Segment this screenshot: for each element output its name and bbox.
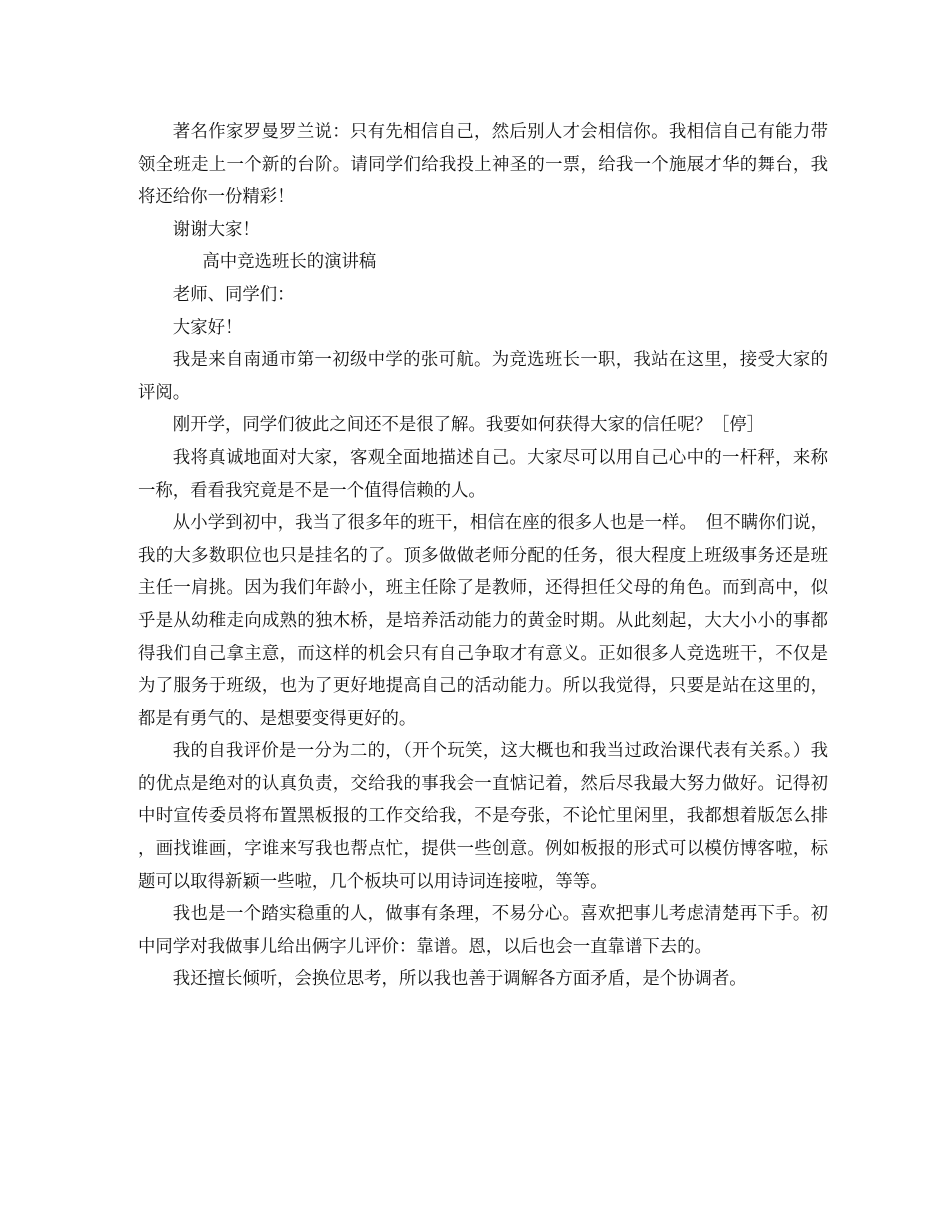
- paragraph-closing-quote: 著名作家罗曼罗兰说：只有先相信自己，然后别人才会相信你。我相信自己有能力带领全班走上一个新的台阶。请同学们给我投上神圣的一票，给我一个施展才华的舞台，我将还给你一份精彩！: [138, 122, 828, 208]
- salutation: 老师、同学们：: [172, 284, 295, 305]
- paragraph-introduction: 我是来自南通市第一初级中学的张可航。为竞选班长一职，我站在这里，接受大家的评阅。: [138, 350, 828, 403]
- paragraph-self-description: 我将真诚地面对大家，客观全面地描述自己。大家尽可以用自己心中的一杆秤，来称一称，看看我究竟是不是一个值得信赖的人。: [138, 447, 828, 501]
- greeting: 大家好！: [172, 317, 243, 338]
- paragraph-reliability: 我也是一个踏实稳重的人，做事有条理，不易分心。喜欢把事儿考虑清楚再下手。初中同学对我做事儿给出俩字儿评价：靠谱。恩，以后也会一直靠谱下去的。: [138, 904, 828, 957]
- paragraph-listening: 我还擅长倾听，会换位思考，所以我也善于调解各方面矛盾，是个协调者。: [172, 969, 747, 990]
- document-body: [138, 116, 828, 996]
- paragraph-question: 刚开学，同学们彼此之间还不是很了解。我要如何获得大家的信任呢？［停］: [172, 415, 765, 436]
- paragraph-thanks: 谢谢大家！: [172, 219, 260, 240]
- speech-title: 高中竞选班长的演讲稿: [202, 252, 377, 273]
- paragraph-self-evaluation: 我的自我评价是一分为二的，（开个玩笑，这大概也和我当过政治课代表有关系。）我的优点是绝对的认真负责，交给我的事我会一直惦记着，然后尽我最大努力做好。记得初中时宣传委员将布置黑板报的工作交给我，不是夸张，不论忙里闲里，我都想着版怎么排，画找谁画，字谁来写我也帮点忙，提供一些创意。例如板报的形式可以模仿博客啦，标题可以取得新颖一些啦，几个板块可以用诗词连接啦，等等。: [138, 741, 828, 892]
- paragraph-experience: 从小学到初中，我当了很多年的班干，相信在座的很多人也是一样。 但不瞒你们说，我的大多数职位也只是挂名的了。顶多做做老师分配的任务，很大程度上班级事务还是班主任一肩挑。因为我们年龄小，班主任除了是教师，还得担任父母的角色。而到高中，似乎是从幼稚走向成熟的独木桥，是培养活动能力的黄金时期。从此刻起，大大小小的事都得我们自己拿主意，而这样的机会只有自己争取才有意义。正如很多人竞选班干，不仅是为了服务于班级，也为了更好地提高自己的活动能力。所以我觉得，只要是站在这里的，都是有勇气的、是想要变得更好的。: [138, 513, 828, 729]
